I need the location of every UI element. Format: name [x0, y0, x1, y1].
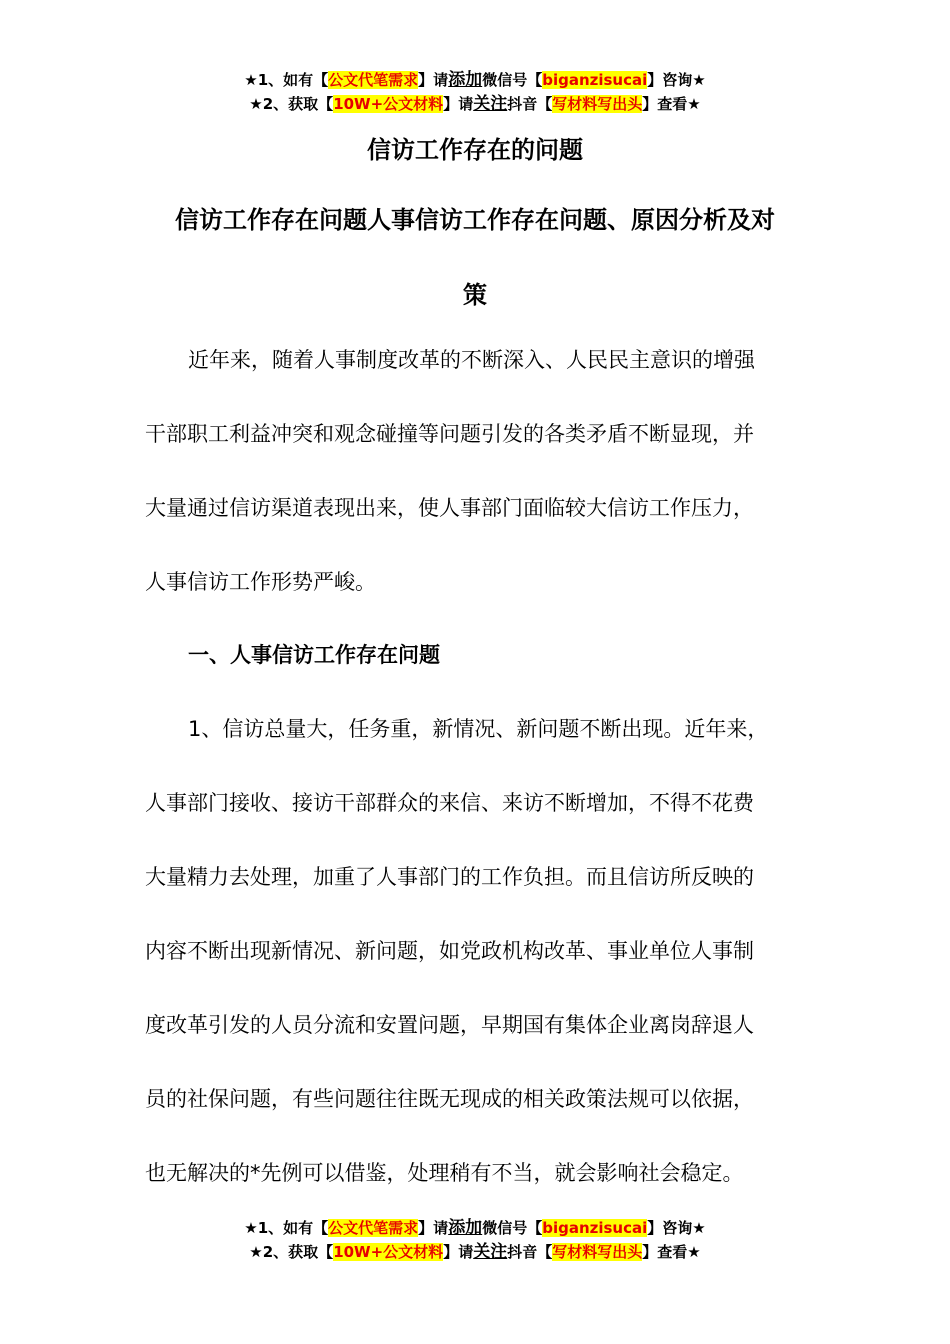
highlight-wechat-id: biganzisucai [542, 1219, 648, 1237]
promo-banner-top [0, 68, 950, 116]
highlight-materials: 10W+公文材料 [333, 95, 444, 113]
document-subtitle-line-1: 信访工作存在问题人事信访工作存在问题、原因分析及对 [175, 206, 775, 234]
underlined-word: 关注 [473, 94, 508, 114]
text-line: 人事部门接收、接访干部群众的来信、来访不断增加，不得不花费 [145, 791, 754, 815]
highlight-service: 公文代笔需求 [328, 1219, 419, 1237]
underlined-word: 关注 [473, 1242, 508, 1262]
document-subtitle-line-2: 策 [463, 281, 487, 309]
promo-banner-bottom [0, 1216, 950, 1264]
document-title: 信访工作存在的问题 [367, 136, 583, 164]
underlined-word: 添加 [448, 1218, 483, 1238]
highlight-douyin-id: 写材料写出头 [552, 95, 643, 113]
promo-line-1: ★1、如有【公文代笔需求】请添加微信号【biganzisucai】咨询★ [244, 70, 706, 90]
promo-line-1: ★1、如有【公文代笔需求】请添加微信号【biganzisucai】咨询★ [244, 1218, 706, 1238]
intro-paragraph [145, 345, 815, 641]
promo-line-2: ★2、获取【10W+公文材料】请关注抖音【写材料写出头】查看★ [249, 94, 701, 114]
text-line: 员的社保问题，有些问题往往既无现成的相关政策法规可以依据， [145, 1087, 754, 1111]
highlight-douyin-id: 写材料写出头 [552, 1243, 643, 1261]
text-line: 度改革引发的人员分流和安置问题，早期国有集体企业离岗辞退人 [145, 1013, 754, 1037]
underlined-word: 添加 [448, 70, 483, 90]
text-line: 大量通过信访渠道表现出来，使人事部门面临较大信访工作压力， [145, 496, 754, 520]
text-line: 近年来，随着人事制度改革的不断深入、人民民主意识的增强 [188, 348, 755, 372]
text-line: 1、信访总量大，任务重，新情况、新问题不断出现。近年来， [188, 717, 769, 741]
highlight-materials: 10W+公文材料 [333, 1243, 444, 1261]
text-line: 也无解决的*先例可以借鉴，处理稍有不当，就会影响社会稳定。 [145, 1161, 744, 1185]
text-line: 人事信访工作形势严峻。 [145, 570, 376, 594]
text-line: 大量精力去处理，加重了人事部门的工作负担。而且信访所反映的 [145, 865, 754, 889]
promo-line-2: ★2、获取【10W+公文材料】请关注抖音【写材料写出头】查看★ [249, 1242, 701, 1262]
section-1 [145, 640, 815, 1232]
text-line: 内容不断出现新情况、新问题，如党政机构改革、事业单位人事制 [145, 939, 754, 963]
highlight-service: 公文代笔需求 [328, 71, 419, 89]
section-heading: 一、人事信访工作存在问题 [188, 643, 440, 667]
text-line: 干部职工利益冲突和观念碰撞等问题引发的各类矛盾不断显现，并 [145, 422, 754, 446]
highlight-wechat-id: biganzisucai [542, 71, 648, 89]
